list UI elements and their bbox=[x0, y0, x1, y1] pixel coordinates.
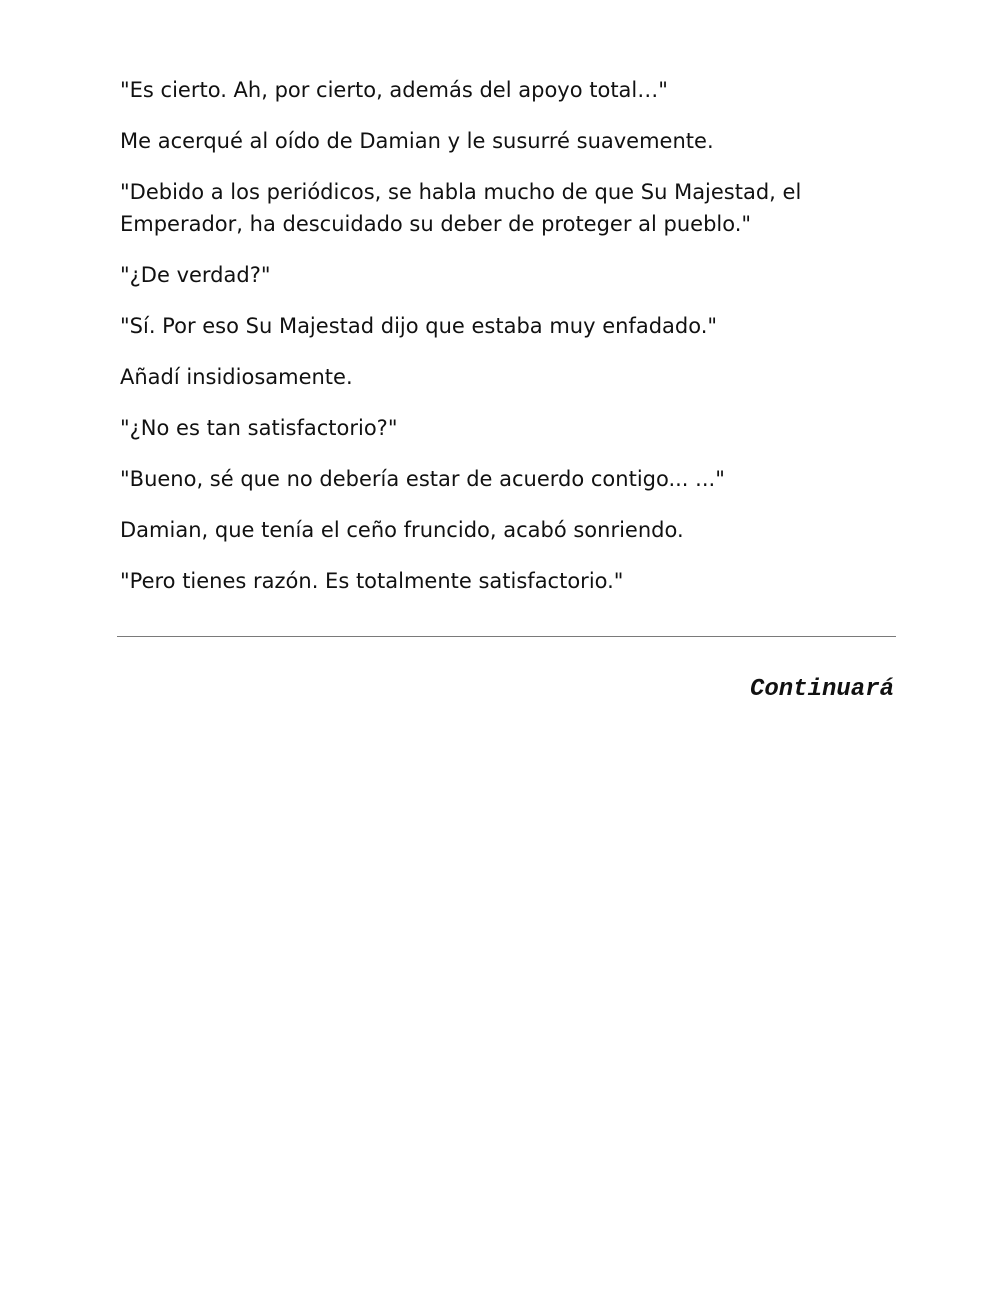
paragraph: Damian, que tenía el ceño fruncido, acabó sonriendo. bbox=[120, 518, 684, 542]
to-be-continued-label: Continuará bbox=[749, 676, 894, 703]
paragraph: Añadí insidiosamente. bbox=[120, 365, 353, 389]
paragraph: Me acerqué al oído de Damian y le susurré suavemente. bbox=[120, 129, 714, 153]
story-text bbox=[120, 74, 880, 616]
paragraph: "¿De verdad?" bbox=[120, 263, 271, 287]
paragraph: "Sí. Por eso Su Majestad dijo que estaba muy enfadado." bbox=[120, 314, 718, 338]
paragraph: "Bueno, sé que no debería estar de acuerdo contigo... ..." bbox=[120, 467, 725, 491]
section-divider bbox=[117, 636, 896, 637]
paragraph: "¿No es tan satisfactorio?" bbox=[120, 416, 398, 440]
paragraph: "Debido a los periódicos, se habla mucho de que Su Majestad, el Emperador, ha descuidado su deber de proteger al pueblo." bbox=[120, 180, 802, 236]
paragraph: "Pero tienes razón. Es totalmente satisfactorio." bbox=[120, 569, 624, 593]
paragraph: "Es cierto. Ah, por cierto, además del apoyo total…" bbox=[120, 78, 668, 102]
